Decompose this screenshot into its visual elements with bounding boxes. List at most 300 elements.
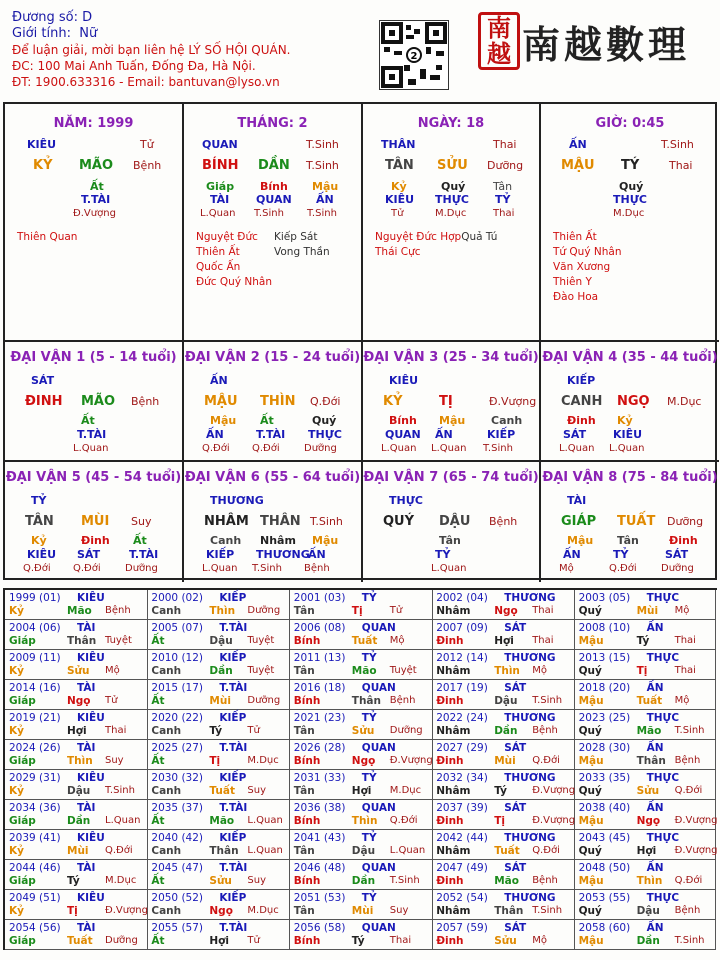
year-cell [575, 620, 716, 650]
year-can: Ất [151, 935, 165, 947]
hidden-stem: Canh [210, 534, 242, 547]
pillar-phase: T.Sinh [306, 159, 339, 172]
year-star: KIÊU [77, 892, 105, 904]
year-chi: Tị [351, 605, 363, 617]
stars-list-2: Kiếp Sát Vong Thần [274, 231, 330, 258]
year-can: Quý [578, 845, 602, 857]
dai-van-can: NHÂM [204, 514, 249, 529]
pillar-chi: DẦN [258, 158, 290, 173]
year-chi: Tuất [494, 845, 520, 857]
year-cell [432, 890, 575, 920]
year-phase: L.Quan [247, 815, 283, 826]
hidden-star: SÁT [77, 548, 101, 561]
year-can: Kỷ [9, 665, 24, 677]
year-cell [432, 620, 575, 650]
hidden-stem: Bính [260, 180, 288, 193]
hidden-phase: Bệnh [304, 563, 330, 574]
year-chi: Tý [494, 785, 507, 797]
owner-name: Đương số: D [12, 10, 93, 25]
year-chi: Hợi [67, 725, 87, 737]
hidden-stem: Kỷ [31, 534, 47, 547]
year-cell [147, 590, 290, 620]
year-can: Nhâm [436, 605, 471, 617]
year-chi: Hợi [209, 935, 229, 947]
year-star: THỰC [646, 772, 680, 784]
pillar-can: MẬU [561, 158, 595, 173]
year-cell [432, 680, 575, 710]
year-can: Bính [293, 875, 321, 887]
year-star: SÁT [504, 802, 527, 814]
year-star: KIÊU [77, 772, 105, 784]
hidden-phase: T.Sinh [252, 563, 282, 574]
year-star: THỰC [646, 712, 680, 724]
pillar-title: NĂM: 1999 [53, 116, 134, 131]
year-label: 2049 (51) [9, 892, 61, 904]
pillar-year [5, 104, 184, 342]
year-label: 2005 (07) [151, 622, 204, 634]
year-label: 2057 (59) [436, 922, 488, 934]
dai-van-title: ĐẠI VẬN 4 (35 - 44 tuổi) [542, 350, 718, 365]
year-star: QUAN [361, 862, 396, 874]
pillar-phase-top: Thai [493, 138, 517, 151]
year-cell [575, 860, 716, 890]
year-cell [147, 680, 290, 710]
year-star: THƯƠNG [504, 592, 556, 604]
hidden-star: SÁT [563, 428, 587, 441]
year-chi: Dần [636, 935, 660, 947]
year-label: 2041 (43) [293, 832, 346, 844]
hidden-phase: Dưỡng [661, 563, 694, 574]
pillar-star: ẤN [569, 138, 587, 151]
year-star: THƯƠNG [504, 652, 556, 664]
year-label: 2028 (30) [578, 742, 631, 754]
year-label: 2054 (56) [9, 922, 61, 934]
qr-code-icon[interactable] [379, 20, 449, 90]
year-star: QUAN [361, 742, 396, 754]
year-star: TÀI [77, 862, 96, 874]
year-cell [147, 890, 290, 920]
year-chi: Thìn [67, 755, 93, 767]
year-can: Giáp [9, 875, 36, 887]
year-label: 2017 (19) [436, 682, 488, 694]
year-phase: Q.Đới [532, 755, 560, 766]
year-phase: Tuyệt [247, 635, 275, 646]
year-chi: Tị [636, 665, 648, 677]
dai-van-star: TỶ [31, 494, 47, 507]
year-label: 2007 (09) [436, 622, 488, 634]
dai-van-phase: Dưỡng [667, 515, 704, 528]
year-phase: Đ.Vượng [674, 845, 718, 856]
year-star: THƯƠNG [504, 832, 556, 844]
year-can: Giáp [9, 695, 36, 707]
year-label: 2000 (02) [151, 592, 204, 604]
hidden-phase: Q.Đới [23, 563, 51, 574]
year-label: 2021 (23) [293, 712, 346, 724]
year-label: 2051 (53) [293, 892, 346, 904]
year-phase: Thai [532, 605, 554, 616]
dai-van-cell [541, 342, 719, 462]
year-phase: M.Dục [105, 875, 137, 886]
year-can: Bính [293, 935, 321, 947]
dai-van-phase: Q.Đới [310, 395, 341, 408]
year-cell [290, 710, 433, 740]
year-chi: Hợi [351, 785, 372, 797]
year-star: THỰC [646, 592, 680, 604]
hidden-star: ẤN [563, 548, 581, 561]
year-chi: Sửu [209, 875, 232, 887]
hidden-stem: Kỷ [391, 180, 407, 193]
hidden-stem: Tân [617, 534, 639, 547]
year-label: 2024 (26) [9, 742, 61, 754]
year-star: KIẾP [219, 832, 247, 844]
year-can: Kỷ [9, 845, 24, 857]
header-info [12, 10, 412, 90]
year-label: 2045 (47) [151, 862, 204, 874]
hidden-phase: L.Quan [381, 443, 417, 454]
hidden-stem: Quý [312, 414, 337, 427]
pillar-hour [541, 104, 719, 342]
year-chi: Tý [636, 635, 650, 647]
year-cell [5, 920, 148, 950]
year-can: Đinh [436, 695, 464, 707]
year-cell [5, 740, 148, 770]
year-cell [575, 650, 716, 680]
dai-van-star: TÀI [567, 494, 587, 507]
year-chi: Dần [67, 815, 91, 827]
year-cell [147, 830, 290, 860]
year-chi: Mùi [209, 695, 231, 707]
address-line: ĐC: 100 Mai Anh Tuấn, Đống Đa, Hà Nội. [12, 59, 256, 73]
year-can: Mậu [578, 875, 604, 887]
year-label: 1999 (01) [9, 592, 61, 604]
year-chi: Tý [351, 935, 365, 947]
year-phase: Đ.Vượng [389, 755, 433, 766]
year-chi: Mão [351, 665, 377, 677]
dai-van-can: CANH [561, 394, 603, 409]
dai-van-phase: Đ.Vượng [489, 395, 537, 408]
year-chi: Thân [209, 845, 239, 857]
hidden-stem: Giáp [206, 180, 235, 193]
year-label: 2025 (27) [151, 742, 204, 754]
year-chi: Thìn [209, 605, 236, 617]
hidden-star: THƯƠNG [256, 548, 310, 561]
year-label: 2002 (04) [436, 592, 488, 604]
year-cell [575, 710, 716, 740]
year-phase: Mộ [389, 635, 405, 646]
year-can: Bính [293, 815, 321, 827]
year-star: ẤN [646, 682, 664, 694]
year-cell [5, 590, 148, 620]
year-cell [575, 680, 716, 710]
pillar-star: THÂN [381, 138, 416, 151]
year-chi: Thân [351, 695, 381, 707]
year-phase: Suy [247, 875, 266, 886]
year-star: T.TÀI [219, 862, 248, 874]
year-chi: Dần [494, 725, 518, 737]
year-phase: Tuyệt [389, 665, 417, 676]
year-phase: T.Sinh [389, 875, 420, 886]
dai-van-can: MẬU [204, 394, 238, 409]
year-chi: Dậu [494, 695, 518, 707]
year-can: Nhâm [436, 725, 471, 737]
dai-van-cell [363, 342, 541, 462]
year-cell [432, 800, 575, 830]
year-star: TÀI [77, 802, 96, 814]
year-cell [147, 740, 290, 770]
year-phase: Tuyệt [247, 665, 275, 676]
year-chi: Dần [351, 875, 376, 887]
dai-van-cell [363, 462, 541, 582]
year-can: Nhâm [436, 845, 471, 857]
year-chi: Tuất [67, 935, 93, 947]
year-star: THƯƠNG [504, 712, 556, 724]
hidden-stem: Ất [133, 534, 147, 547]
hidden-phase: L.Quan [200, 208, 236, 219]
year-cell [290, 800, 433, 830]
year-star: TÀI [77, 922, 96, 934]
year-star: KIẾP [219, 892, 247, 904]
year-label: 2001 (03) [293, 592, 346, 604]
year-star: QUAN [361, 682, 396, 694]
year-cell [290, 590, 433, 620]
dai-van-star: SÁT [31, 374, 55, 387]
annual-luck-table [3, 588, 717, 950]
hidden-phase: L.Quan [431, 443, 467, 454]
hidden-star: THỰC [435, 193, 469, 206]
year-star: ẤN [646, 922, 664, 934]
hidden-star: T.TÀI [129, 548, 159, 561]
hidden-stem: Ất [90, 180, 104, 193]
dai-van-star: ẤN [210, 374, 228, 387]
year-label: 2019 (21) [9, 712, 61, 724]
year-chi: Mùi [636, 605, 659, 617]
pillar-star: QUAN [202, 138, 238, 151]
year-chi: Tuất [636, 695, 663, 707]
year-star: KIÊU [77, 652, 105, 664]
year-cell [147, 920, 290, 950]
pillar-title: GIỜ: 0:45 [595, 116, 665, 131]
year-cell [432, 860, 575, 890]
year-cell [290, 680, 433, 710]
year-label: 2040 (42) [151, 832, 204, 844]
year-phase: T.Sinh [105, 785, 135, 796]
year-chi: Mão [67, 605, 92, 617]
year-star: SÁT [504, 862, 527, 874]
year-star: TỶ [361, 592, 377, 604]
hidden-phase: M.Dục [613, 208, 645, 219]
year-phase: L.Quan [247, 845, 283, 856]
year-cell [432, 710, 575, 740]
year-can: Canh [151, 845, 182, 857]
year-can: Mậu [578, 935, 604, 947]
year-cell [575, 800, 716, 830]
year-chi: Dậu [67, 785, 91, 797]
year-chi: Tuất [351, 635, 378, 647]
year-chi: Hợi [494, 635, 514, 647]
year-label: 2053 (55) [578, 892, 631, 904]
hidden-star: THỰC [308, 428, 342, 441]
dai-van-star: KIÊU [389, 374, 419, 387]
year-can: Canh [151, 665, 182, 677]
year-chi: Tị [67, 905, 78, 917]
year-can: Mậu [578, 695, 604, 707]
year-star: ẤN [646, 862, 664, 874]
year-cell [147, 860, 290, 890]
year-label: 2035 (37) [151, 802, 204, 814]
dai-van-cell [184, 342, 363, 462]
year-phase: Dưỡng [247, 605, 281, 616]
hidden-phase: Tử [391, 208, 404, 219]
year-can: Kỷ [9, 605, 24, 617]
year-cell [290, 860, 433, 890]
seal-logo: 南越 [478, 12, 520, 70]
year-phase: T.Sinh [674, 725, 705, 736]
year-star: ẤN [646, 802, 664, 814]
hidden-stem: Mậu [439, 414, 466, 427]
contact-line: Để luận giải, mời bạn liên hệ LÝ SỐ HỘI QUÁN. [12, 43, 291, 57]
hidden-phase: Dưỡng [304, 443, 337, 454]
year-cell [432, 830, 575, 860]
dai-van-chi: DẬU [439, 514, 471, 529]
dai-van-chi: NGỌ [617, 394, 650, 409]
year-can: Quý [578, 725, 602, 737]
stars-list: Thiên Quan [17, 231, 78, 243]
stars-list: Nguyệt Đức Thiên Ất Quốc Ấn Đức Quý Nhân [196, 231, 272, 288]
hidden-phase: L.Quan [609, 443, 645, 454]
brand-logo: 南越數理 [522, 22, 691, 67]
year-chi: Mão [494, 875, 519, 887]
year-label: 2050 (52) [151, 892, 204, 904]
year-phase: Dưỡng [105, 935, 138, 946]
year-chi: Sửu [351, 725, 375, 737]
year-can: Giáp [9, 935, 36, 947]
year-phase: Thai [389, 935, 412, 946]
dai-van-chi: MÃO [81, 394, 116, 409]
year-chi: Tý [209, 725, 223, 737]
year-chi: Thìn [494, 665, 520, 677]
year-can: Canh [151, 905, 182, 917]
year-chi: Thìn [636, 875, 663, 887]
hidden-stem: Tân [439, 534, 461, 547]
year-can: Đinh [436, 875, 464, 887]
year-cell [432, 650, 575, 680]
hidden-stem: Nhâm [260, 534, 296, 547]
hidden-star: ẤN [206, 428, 224, 441]
year-star: SÁT [504, 622, 527, 634]
pillar-star: KIÊU [27, 138, 57, 151]
hidden-stem: Bính [389, 414, 417, 427]
pillar-chi: MÃO [79, 158, 114, 173]
year-chi: Mão [636, 725, 662, 737]
year-can: Canh [151, 785, 182, 797]
year-cell [5, 680, 148, 710]
year-cell [575, 740, 716, 770]
year-can: Mậu [578, 755, 604, 767]
year-star: T.TÀI [219, 742, 248, 754]
year-can: Tân [293, 725, 315, 737]
year-can: Nhâm [436, 905, 471, 917]
year-label: 2043 (45) [578, 832, 631, 844]
hidden-stem: Quý [619, 180, 644, 193]
hidden-phase: L.Quan [202, 563, 238, 574]
hidden-phase: L.Quan [73, 443, 109, 454]
pillar-title: THÁNG: 2 [237, 116, 308, 131]
year-label: 2037 (39) [436, 802, 488, 814]
year-can: Nhâm [436, 785, 471, 797]
dai-van-title: ĐẠI VẬN 5 (45 - 54 tuổi) [5, 470, 182, 485]
year-star: TỶ [361, 892, 377, 904]
year-phase: Tuyệt [105, 635, 132, 646]
year-can: Tân [293, 605, 315, 617]
year-phase: T.Sinh [532, 905, 563, 916]
year-can: Canh [151, 605, 182, 617]
year-can: Đinh [436, 935, 464, 947]
dai-van-star: THỰC [389, 494, 423, 507]
dai-van-title: ĐẠI VẬN 3 (25 - 34 tuổi) [363, 350, 539, 365]
year-phase: Mộ [674, 605, 690, 616]
hidden-star: TỶ [495, 193, 511, 206]
year-phase: Thai [674, 635, 696, 646]
dai-van-phase: Suy [131, 515, 152, 528]
year-cell [5, 890, 148, 920]
year-label: 2034 (36) [9, 802, 61, 814]
hidden-star: TÀI [210, 193, 230, 206]
year-cell [147, 770, 290, 800]
year-label: 2039 (41) [9, 832, 61, 844]
year-label: 2036 (38) [293, 802, 346, 814]
year-phase: Suy [105, 755, 124, 766]
hidden-phase: Dưỡng [125, 563, 158, 574]
hidden-star: QUAN [256, 193, 292, 206]
year-star: KIẾP [219, 592, 247, 604]
year-label: 2018 (20) [578, 682, 631, 694]
hidden-stem: Canh [491, 414, 523, 427]
year-phase: Dưỡng [389, 725, 423, 736]
year-can: Giáp [9, 755, 36, 767]
four-pillars-grid [3, 102, 717, 580]
svg-text:2: 2 [410, 51, 418, 62]
year-phase: Mộ [105, 665, 120, 676]
hidden-star: T.TÀI [256, 428, 286, 441]
year-cell [575, 830, 716, 860]
year-can: Quý [578, 605, 602, 617]
dai-van-cell [184, 462, 363, 582]
year-label: 2033 (35) [578, 772, 631, 784]
year-star: SÁT [504, 682, 527, 694]
year-cell [147, 650, 290, 680]
hidden-star: TỶ [613, 548, 629, 561]
year-cell [5, 800, 148, 830]
year-phase: Bệnh [674, 755, 701, 766]
year-cell [432, 590, 575, 620]
year-can: Ất [151, 755, 165, 767]
year-star: TỶ [361, 652, 377, 664]
pillar-month [184, 104, 363, 342]
year-phase: Bệnh [532, 875, 558, 886]
year-chi: Tị [209, 755, 221, 767]
year-label: 2052 (54) [436, 892, 488, 904]
year-phase: Mộ [532, 665, 547, 676]
year-chi: Tị [494, 815, 505, 827]
year-chi: Mão [209, 815, 235, 827]
year-star: QUAN [361, 802, 396, 814]
year-cell [5, 650, 148, 680]
year-phase: Bệnh [674, 905, 701, 916]
year-star: THỰC [646, 832, 680, 844]
year-cell [575, 770, 716, 800]
dai-van-can: GIÁP [561, 514, 597, 529]
dai-van-can: KỶ [383, 394, 403, 409]
